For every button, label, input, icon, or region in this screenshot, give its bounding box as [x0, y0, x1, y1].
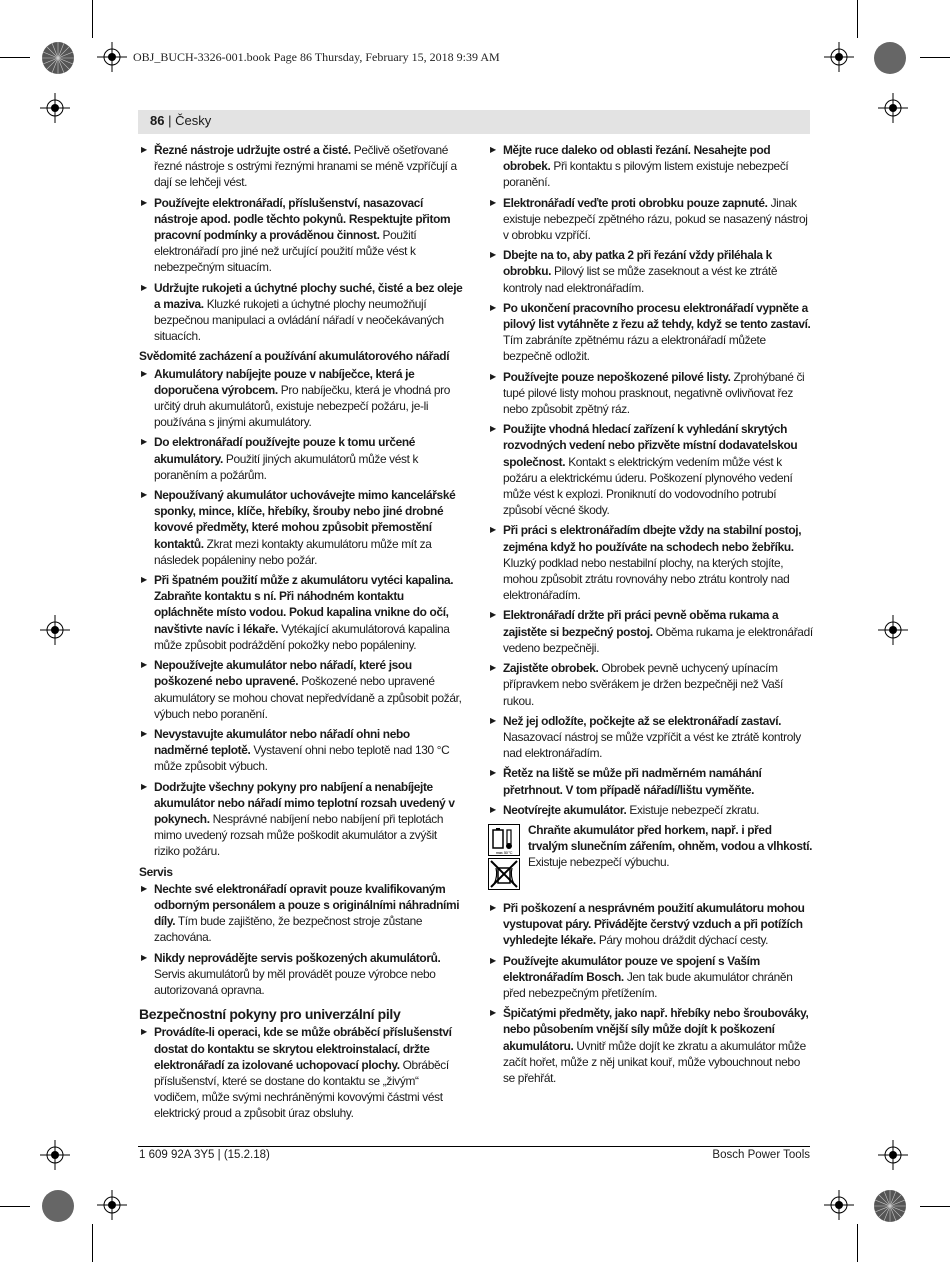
- bullet-item: ▶ Při poškození a nesprávném použití akumulátoru mohou vystupovat páry. Přivádějte čerstvý vzduch a při potížích vyhledejte lékaře. Páry mohou dráždit dýchací cesty.: [488, 900, 813, 949]
- left-column: [139, 142, 464, 1126]
- bullet-item: ▶ Nepoužívaný akumulátor uchovávejte mimo kancelářské sponky, mince, klíče, hřebíky, šrouby nebo jiné drobné kovové předměty, které mohou způsobit přemostění kontaktů. Zkrat mezi kontakty akumulátoru může mít za následek popáleniny nebo požár.: [139, 487, 464, 568]
- registration-crosshair-icon: [824, 1190, 854, 1220]
- section-title: Bezpečnostní pokyny pro univerzální pily: [139, 1006, 401, 1023]
- bullet-item: ▶ Používejte akumulátor pouze ve spojení s Vaším elektronářadím Bosch. Jen tak bude akumulátor chráněn před nebezpečným přetížením.: [488, 953, 813, 1002]
- bullet-item: ▶ Dbejte na to, aby patka 2 při řezání vždy přiléhala k obrobku. Pilový list se může zaseknout a vést ke ztrátě kontroly nad elektronářadím.: [488, 247, 813, 296]
- bullet-item: ▶ Mějte ruce daleko od oblasti řezání. Nesahejte pod obrobek. Při kontaktu s pilovým listem existuje nebezpečí poranění.: [488, 142, 813, 191]
- header-bar: [138, 110, 810, 134]
- bullet-item: ▶ Zajistěte obrobek. Obrobek pevně uchycený upínacím přípravkem nebo svěrákem je držen bezpečněji než Vaší rukou.: [488, 660, 813, 709]
- bullet-item: ▶ Nechte své elektronářadí opravit pouze kvalifikovaným odborným personálem a pouze s originálními náhradními díly. Tím bude zajištěno, že bezpečnost stroje zůstane zachována.: [139, 881, 464, 946]
- registration-crosshair-icon: [878, 615, 908, 645]
- section-heading: Svědomité zacházení a používání akumulátorového nářadí: [139, 349, 450, 364]
- registration-sunburst-icon: [40, 40, 76, 76]
- crop-mark: [92, 1224, 93, 1262]
- page-number: 86: [150, 113, 165, 128]
- bullet-item: ▶ Nepoužívejte akumulátor nebo nářadí, které jsou poškozené nebo upravené. Poškozené nebo upravené akumulátory se mohou chovat nepředvídaně a způsobit požár, výbuch nebo poranění.: [139, 657, 464, 722]
- registration-crosshair-icon: [97, 42, 127, 72]
- page-header: 86 | Česky: [150, 113, 212, 128]
- registration-crosshair-icon: [97, 1190, 127, 1220]
- temperature-label: max. 50 °C: [495, 849, 513, 855]
- bullet-item: ▶ Nikdy neprovádějte servis poškozených akumulátorů. Servis akumulátorů by měl provádět pouze výrobce nebo autorizovaná opravna.: [139, 950, 464, 999]
- bullet-item: ▶ Dodržujte všechny pokyny pro nabíjení a nenabíjejte akumulátor nebo nářadí mimo teplotní rozsah uvedený v pokynech. Nesprávné nabíjení nebo nabíjení při teplotách mimo uvedený rozsah může poškodit akumulátor a zvýšit riziko požáru.: [139, 779, 464, 860]
- footer-brand: Bosch Power Tools: [712, 1149, 810, 1161]
- crop-mark: [857, 1224, 858, 1262]
- bullet-item: ▶ Než jej odložíte, počkejte až se elektronářadí zastaví. Nasazovací nástroj se může vzpříčit a vést ke ztrátě kontroly nad elektronářadím.: [488, 713, 813, 762]
- registration-crosshair-icon: [824, 42, 854, 72]
- no-water-fire-icon: [488, 858, 520, 890]
- registration-disc-icon: [40, 1188, 76, 1224]
- crop-mark: [0, 57, 30, 58]
- bullet-item: ▶ Používejte pouze nepoškozené pilové listy. Zprohýbané či tupé pilové listy mohou prasknout, negativně ovlivňovat řez nebo způsobit zpětný ráz.: [488, 369, 813, 418]
- crop-mark: [920, 1206, 950, 1207]
- bullet-item: ▶ Elektronářadí veďte proti obrobku pouze zapnuté. Jinak existuje nebezpečí zpětného rázu, pokud se nasazený nástroj v obrobku vzpříčí.: [488, 195, 813, 244]
- crop-mark: [92, 0, 93, 38]
- registration-sunburst-icon: [872, 1188, 908, 1224]
- registration-disc-icon: [872, 40, 908, 76]
- crop-mark: [0, 1206, 30, 1207]
- print-slug: OBJ_BUCH-3326-001.book Page 86 Thursday, February 15, 2018 9:39 AM: [133, 50, 500, 64]
- page-language: Česky: [175, 113, 212, 128]
- heat-warning: max. 50 °C Chraňte akumulátor před horkem, např. i před trvalým slunečním zářením, ohněm, vodou a vlhkostí. Existuje nebezpečí výbuchu.: [488, 822, 813, 896]
- bullet-item: ▶ Při práci s elektronářadím dbejte vždy na stabilní postoj, zejména když ho používáte na schodech nebo žebříku. Kluzký podklad nebo nestabilní plochy, na kterých stojíte, mohou způsobit ztrátu rovnováhy nebo ztrátu kontroly nad elektronářadím.: [488, 522, 813, 603]
- bullet-item: ▶ Řezné nástroje udržujte ostré a čisté. Pečlivě ošetřované řezné nástroje s ostrými řeznými hranami se méně vzpříčují a dají se lehčeji vést.: [139, 142, 464, 191]
- bullet-item: ▶ Neotvírejte akumulátor. Existuje nebezpečí zkratu.: [488, 802, 813, 818]
- bullet-item: ▶ Při špatném použití může z akumulátoru vytéci kapalina. Zabraňte kontaktu s ní. Při náhodném kontaktu opláchněte místo vodou. Pokud kapalina vnikne do očí, navštivte navíc i lékaře. Vytékající akumulátorová kapalina může způsobit podráždění pokožky nebo popáleniny.: [139, 572, 464, 653]
- bullet-item: ▶ Provádíte-li operaci, kde se může obráběcí příslušenství dostat do kontaktu se skrytou elektroinstalací, držte elektronářadí za izolované uchopovací plochy. Obráběcí příslušenství, které se dostane do kontaktu se „živým“ vodičem, může svými nechráněnými kovovými částmi vést elektrický proud a způsobit úraz obsluhy.: [139, 1024, 464, 1121]
- registration-crosshair-icon: [40, 615, 70, 645]
- section-heading: Servis: [139, 864, 173, 879]
- bullet-item: ▶ Do elektronářadí používejte pouze k tomu určené akumulátory. Použití jiných akumulátorů může vést k poranĕním a požárům.: [139, 434, 464, 483]
- registration-crosshair-icon: [40, 93, 70, 123]
- bullet-item: ▶ Nevystavujte akumulátor nebo nářadí ohni nebo nadměrné teplotě. Vystavení ohni nebo teplotě nad 130 °C může způsobit výbuch.: [139, 726, 464, 775]
- bullet-item: ▶ Po ukončení pracovního procesu elektronářadí vypněte a pilový list vytáhněte z řezu až tehdy, když se tento zastaví. Tím zabráníte zpětnému rázu a elektronářadí můžete bezpečně odložit.: [488, 300, 813, 365]
- crop-mark: [857, 0, 858, 38]
- bullet-item: ▶ Udržujte rukojeti a úchytné plochy suché, čisté a bez oleje a maziva. Kluzké rukojeti a úchytné plochy neumožňují bezpečnou manipulaci a ovládání nářadí v neočekávaných situacích.: [139, 280, 464, 345]
- registration-crosshair-icon: [878, 93, 908, 123]
- bullet-item: ▶ Akumulátory nabíjejte pouze v nabíječce, která je doporučena výrobcem. Pro nabíječku, která je vhodná pro určitý druh akumulátorů, existuje nebezpečí požáru, je-li používána s jinými akumulátory.: [139, 366, 464, 431]
- right-column: [488, 142, 813, 1090]
- crop-mark: [920, 57, 950, 58]
- bullet-item: ▶ Špičatými předměty, jako např. hřebíky nebo šroubováky, nebo působením vnější síly může dojít k poškození akumulátoru. Uvnitř může dojít ke zkratu a akumulátor může začít hořet, může z něj unikat kouř, může vybouchnout nebo se přehřát.: [488, 1005, 813, 1086]
- bullet-item: ▶ Použijte vhodná hledací zařízení k vyhledání skrytých rozvodných vedení nebo přizvěte místní dodavatelskou společnost. Kontakt s elektrickým vedením může vést k požáru a elektrickému úderu. Poškození plynového vedení může vést k explozi. Proniknutí do vodovodního potrubí způsobí věcné škody.: [488, 421, 813, 518]
- footer-rule: [138, 1146, 810, 1147]
- bullet-item: ▶ Elektronářadí držte při práci pevně oběma rukama a zajistěte si bezpečný postoj. Oběma rukama je elektronářadí vedeno bezpečněji.: [488, 607, 813, 656]
- bullet-item: ▶ Řetěz na liště se může při nadměrném namáhání přetrhnout. V tom případě nářadí/lištu vyměňte.: [488, 765, 813, 797]
- footer-doc-number: 1 609 92A 3Y5 | (15.2.18): [139, 1149, 270, 1161]
- battery-heat-icon: [488, 824, 520, 856]
- registration-crosshair-icon: [878, 1140, 908, 1170]
- bullet-item: ▶ Používejte elektronářadí, příslušenství, nasazovací nástroje apod. podle těchto pokynů. Respektujte přitom pracovní podmínky a prováděnou činnost. Použití elektronářadí pro jiné než určující použití může vést k nebezpečným situacím.: [139, 195, 464, 276]
- registration-crosshair-icon: [40, 1140, 70, 1170]
